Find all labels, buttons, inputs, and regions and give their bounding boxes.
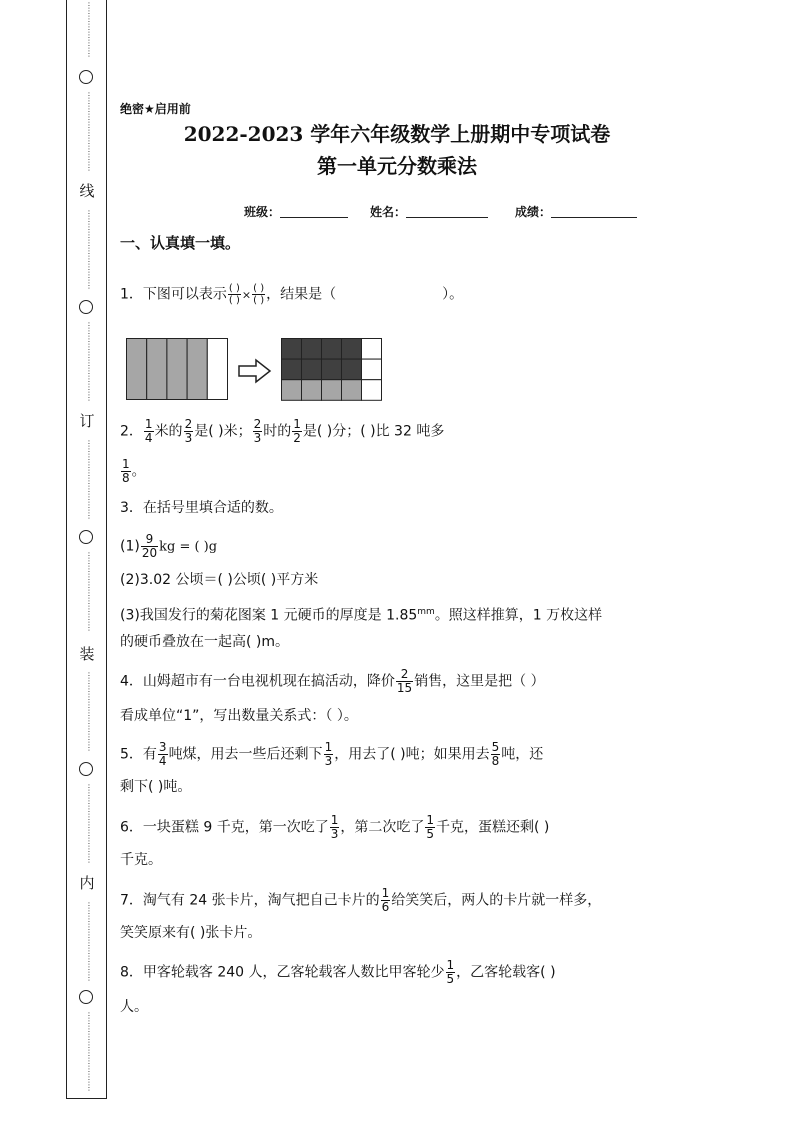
grid-cell — [302, 380, 322, 401]
question-3-3-cont: 的硬币叠放在一起高( )m。 — [120, 634, 290, 650]
dotted-line: ⋮ ⋮ ⋮ ⋮ ⋮ ⋮ ⋮ ⋮ ⋮ ⋮ — [85, 439, 93, 520]
question-4: 4．山姆超市有一台电视机现在搞活动，降价 $\frac{2}{15}$ 销售，这里是把（ ） — [120, 667, 545, 695]
class-field — [244, 203, 348, 220]
dotted-line: ⋮ ⋮ ⋮ ⋮ ⋮ ⋮ ⋮ ⋮ ⋮ ⋮ — [85, 1011, 93, 1092]
grid-cell — [342, 359, 362, 380]
grid-cell — [362, 359, 382, 380]
fraction-figure-left — [126, 338, 230, 400]
question-7-cont: 笑笑原来有( )张卡片。 — [120, 925, 262, 941]
times-sign: × — [241, 288, 252, 302]
binding-circle — [79, 300, 93, 314]
question-6: 6．一块蛋糕 9 千克，第一次吃了 $\frac{1}{3}$ ，第二次吃了 $\frac{1}{5}$ 千克，蛋糕还剩( ) — [120, 813, 550, 841]
question-6-cont: 千克。 — [120, 852, 162, 868]
question-3-2: (2)3.02 公顷＝( )公顷( )平方米 — [120, 572, 319, 588]
class-label: 班级： — [244, 205, 281, 219]
section-heading: 一、认真填一填。 — [120, 234, 241, 252]
question-5-cont: 剩下( )吨。 — [120, 779, 192, 795]
grid-cell — [322, 339, 342, 360]
question-7: 7．淘气有 24 张卡片，淘气把自己卡片的 $\frac{1}{6}$ 给笑笑后，两人的卡片就一样多， — [120, 886, 602, 914]
grid-cell — [282, 380, 302, 401]
q1-text: ，结果是（ — [266, 286, 337, 303]
fraction-figure-right — [281, 338, 383, 402]
binding-circle — [79, 530, 93, 544]
question-2: 2． $\frac{1}{4}$ 米的 $\frac{2}{3}$ 是( )米； $\frac{2}{3}$ 时的 $\frac{1}{2}$ 是( )分；( )比 32 吨多 — [120, 417, 445, 445]
name-field — [370, 203, 488, 220]
binding-char-ding: 订 — [79, 412, 95, 430]
binding-circle — [79, 990, 93, 1004]
score-field — [515, 203, 637, 220]
grid-cell — [282, 359, 302, 380]
question-8: 8．甲客轮载客 240 人，乙客轮载客人数比甲客轮少 $\frac{1}{5}$ ，乙客轮载客( ) — [120, 958, 556, 986]
name-blank[interactable] — [406, 205, 488, 218]
dotted-line: ⋮ ⋮ ⋮ ⋮ ⋮ ⋮ ⋮ ⋮ ⋮ ⋮ — [85, 91, 93, 172]
right-arrow-icon — [238, 358, 272, 384]
binding-circle — [79, 70, 93, 84]
question-2-cont: $\frac{1}{8}$ 。 — [122, 457, 146, 485]
score-label: 成绩： — [515, 205, 552, 219]
question-3: 3．在括号里填合适的数。 — [120, 500, 283, 516]
name-label: 姓名： — [370, 205, 407, 219]
dotted-line: ⋮ ⋮ ⋮ ⋮ ⋮ ⋮ ⋮ ⋮ ⋮ ⋮ — [85, 551, 93, 632]
exam-title: 2022-2023 学年六年级数学上册期中专项试卷 — [183, 122, 611, 146]
grid-cell — [362, 339, 382, 360]
grid-cell — [282, 339, 302, 360]
dotted-line: ⋮ ⋮ ⋮ ⋮ ⋮ ⋮ ⋮ — [85, 1, 93, 58]
grid-cell — [322, 359, 342, 380]
q1-text: ）。 — [442, 286, 464, 303]
confidential-label: 绝密★启用前 — [120, 102, 191, 116]
binding-circle — [79, 762, 93, 776]
score-blank[interactable] — [551, 205, 637, 218]
grid-cell — [342, 380, 362, 401]
question-8-cont: 人。 — [120, 999, 148, 1015]
question-5: 5．有 $\frac{3}{4}$ 吨煤，用去一些后还剩下 $\frac{1}{3}$ ，用去了( )吨；如果用去 $\frac{5}{8}$ 吨，还 — [120, 740, 544, 768]
dotted-line: ⋮ ⋮ ⋮ ⋮ ⋮ ⋮ ⋮ ⋮ ⋮ ⋮ — [85, 671, 93, 752]
dotted-line: ⋮ ⋮ ⋮ ⋮ ⋮ ⋮ ⋮ ⋮ ⋮ ⋮ — [85, 901, 93, 982]
dotted-line: ⋮ ⋮ ⋮ ⋮ ⋮ ⋮ ⋮ ⋮ ⋮ ⋮ — [85, 783, 93, 864]
question-1 — [120, 283, 463, 306]
binding-char-nei: 内 — [79, 874, 95, 892]
blank-fraction[interactable]: $\frac{( )}{( )}$ — [228, 283, 240, 306]
grid-cell — [302, 359, 322, 380]
blank-fraction[interactable]: $\frac{( )}{( )}$ — [253, 283, 265, 306]
grid-cell — [362, 380, 382, 401]
dotted-line: ⋮ ⋮ ⋮ ⋮ ⋮ ⋮ ⋮ ⋮ ⋮ ⋮ — [85, 209, 93, 290]
dotted-line: ⋮ ⋮ ⋮ ⋮ ⋮ ⋮ ⋮ ⋮ ⋮ ⋮ — [85, 321, 93, 402]
class-blank[interactable] — [280, 205, 348, 218]
binding-char-xian: 线 — [79, 182, 95, 200]
question-3-3: (3)我国发行的菊花图案 1 元硬币的厚度是 $1.85^{mm}$。照这样推算，1 万枚这样 — [120, 607, 603, 624]
grid-cell — [302, 339, 322, 360]
grid-cell — [322, 380, 342, 401]
question-3-1: (1) $\frac{9}{20}$ kg = ( )g — [120, 532, 218, 560]
question-4-cont: 看成单位“1”，写出数量关系式：（ ）。 — [120, 708, 358, 724]
exam-subtitle: 第一单元分数乘法 — [317, 154, 477, 178]
q1-text: 1．下图可以表示 — [120, 286, 227, 303]
binding-char-zhuang: 装 — [79, 645, 95, 663]
grid-cell — [342, 339, 362, 360]
